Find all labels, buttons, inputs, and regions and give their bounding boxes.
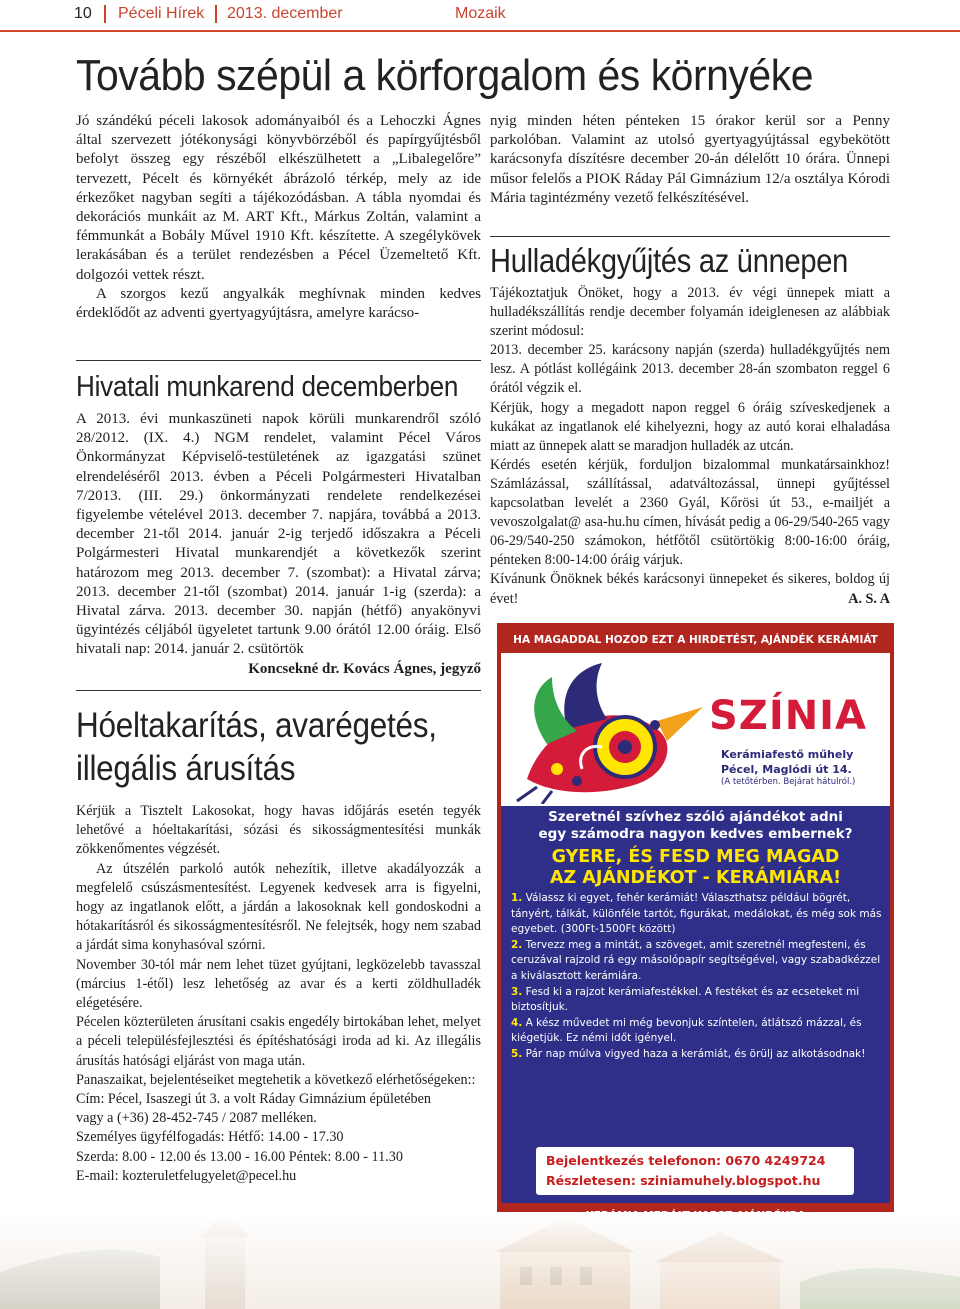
ad-slogan — [501, 809, 890, 842]
header-separator — [215, 5, 217, 23]
snow-removal-body — [76, 802, 481, 1186]
ad-step-text: Pár nap múlva vigyed haza a kerámiát, és örülj az alkotásodnak! — [525, 1047, 866, 1060]
section-title-line: illegális árusítás — [76, 749, 296, 788]
ad-step-number: 2. — [511, 938, 523, 951]
section-name: Mozaik — [455, 5, 506, 22]
ad-step-number: 4. — [511, 1016, 523, 1029]
section-divider — [490, 236, 890, 237]
ad-step — [511, 985, 886, 1016]
article-body-left — [76, 112, 481, 323]
closing-wish: Kívánunk Önöknek békés karácsonyi ünnepeket és sikeres, boldog új évet! — [490, 571, 890, 607]
ad-slogan-line: egy számodra nagyon kedves embernek? — [538, 825, 853, 842]
section-divider — [76, 690, 481, 691]
article-paragraph: nyig minden héten pénteken 15 órakor kerül sor a Penny parkolóban. Valamint az utolsó gyertyagyújtással egybekötött karácsonyfa díszítésre december 20-án délelőtt 10 órára. Ünnepi műsor felelős a PIOK Ráday Pál Gimnázium 12/a osztálya Kórodi Mária tagintézmény vezető felkészítésével. — [490, 113, 890, 206]
page-header — [0, 0, 960, 30]
contact-line: E-mail: kozteruletfelugyelet@pecel.hu — [76, 1167, 297, 1184]
ad-cta-line: GYERE, ÉS FESD MEG MAGAD — [551, 847, 840, 867]
article-paragraph: Tájékoztatjuk Önöket, hogy a 2013. év végi ünnepek miatt a hulladékszállítás rendje december folyamán ideiglenesen az alábbiak szerint módosul: — [490, 285, 890, 340]
contact-line: Szerda: 8.00 - 12.00 és 13.00 - 16.00 Péntek: 8.00 - 11.30 — [76, 1148, 403, 1165]
office-hours-body — [76, 410, 481, 679]
ad-brand-area — [501, 653, 890, 806]
article-body-right — [490, 112, 890, 208]
ad-address: Pécel, Maglódi út 14. — [721, 763, 852, 776]
issue-date: 2013. december — [227, 5, 343, 22]
page-number: 10 — [74, 5, 92, 22]
signature: Koncsekné dr. Kovács Ágnes, jegyző — [248, 660, 481, 677]
header-rule — [0, 30, 960, 32]
article-paragraph: Kérjük, hogy a megadott napon reggel 6 óráig szíveskedjenek a kukákat az ingatlanok elé kihelyezni, hogy az autó korai elhaladása miatt az ünnepek alatt se maradjon hulladék az utcán. — [490, 399, 890, 454]
ad-slogan-line: Szeretnél szívhez szóló ajándékot adni — [548, 809, 843, 825]
ad-step-text: A kész művedet mi még bevonjuk színtelen, átlátszó mázzal, és kiégetjük. Ez némi időt igényel. — [511, 1016, 862, 1045]
ad-cta-line: AZ AJÁNDÉKOT - KERÁMIÁRA! — [549, 868, 842, 888]
contact-line: vagy a (+36) 28-452-745 / 2087 melléken. — [76, 1110, 317, 1127]
section-title-line: Hóeltakarítás, avarégetés, — [76, 706, 437, 745]
article-paragraph: 2013. december 25. karácsony napján (szerda) hulladékgyűjtés nem lesz. A pótlást kollégáink 2013. december 28-án szombaton reggel 6 órától végzik el. — [490, 342, 890, 397]
article-paragraph: Kérjük a Tisztelt Lakosokat, hogy havas időjárás esetén tegyék lehetővé a hóeltakarítási, sózási és sikosságmentesítési munkák zökkenőmentes végzését. — [76, 803, 481, 858]
signature: A. S. A — [848, 590, 890, 607]
ad-address-note: (A tetőtérben. Bejárat hátulról.) — [721, 777, 856, 787]
article-paragraph: Pécelen közterületen árusítani csakis engedély birtokában lehet, melyet a péceli településfejlesztési és építéshatósági iroda ad ki. Az illegális árusítás hatósági eljárást von maga után. — [76, 1014, 481, 1069]
article-paragraph: A szorgos kezű angyalkák meghívnak minden kedves érdeklődőt az adventi gyertyagyújtásra, amelyre karácso- — [76, 285, 481, 322]
ad-step-text: Fesd ki a rajzot kerámiafestékkel. A festéket és az ecseteket mi biztosítjuk. — [511, 985, 860, 1014]
bird-logo-icon — [507, 659, 707, 804]
section-title: Hivatali munkarend decemberben — [76, 371, 459, 403]
ad-website: Részletesen: sziniamuhely.blogspot.hu — [546, 1173, 821, 1188]
ad-step — [511, 891, 886, 938]
ad-steps — [511, 891, 886, 1063]
ad-call-to-action — [501, 847, 890, 889]
ad-brand-name: SZÍNIA — [709, 693, 868, 739]
szinia-advertisement — [497, 623, 894, 1233]
contact-line: Cím: Pécel, Isaszegi út 3. a volt Ráday Gimnázium épületében — [76, 1091, 431, 1108]
ad-step-number: 3. — [511, 985, 523, 998]
ad-step-text: Tervezz meg a mintát, a szöveget, amit szeretnél megfesteni, és ceruzával rajzold rá egy másolópapír segítségével, vagy szabadkézzel a kiválasztott kerámiára. — [511, 938, 881, 982]
section-title: Hulladékgyűjtés az ünnepen — [490, 242, 849, 279]
article-paragraph: Kérdés esetén kérjük, forduljon bizalommal munkatársainkhoz! Számlázással, szállítással, adatváltozással, ünnepi gyűjtéssel kapcsolatban levelét a 2360 Gyál, Kőrösi út 53., e-mailjét a vevoszolgalat@ asa-hu.hu címen, hívását pedig a 06-29/540-265 vagy 06-29/540-250 számokon, hétfőtől csütörtökig 8:00-16:00 óráig, pénteken 8:00-14:00 óráig várjuk. — [490, 456, 890, 569]
article-title: Tovább szépül a körforgalom és környéke — [76, 51, 814, 100]
article-paragraph: Jó szándékú péceli lakosok adományaiból és a Lehoczki Ágnes által szervezett jótékonysági könyvbörzéből és papírgyűjtésből befolyt összeg egy részéből elkészülhetett a „Libalegelőre” tervezett, Pécelt és környékét ábrázoló térkép, mely az ide érkezőket nagyban segíti a tájékozódásban. A tábla nyomdai és dekorációs munkáit az M. ART Kft., Márkus Zoltán, valamint a fémmunkát a Bobály Művel 1910 Kft. készítette. A szegélykövek lerakásában és a terület rendezésben a Pécel Üzemeltető Kft. dolgozói vettek részt. — [76, 113, 481, 283]
contact-line: Személyes ügyfélfogadás: Hétfő: 14.00 - 17.30 — [76, 1129, 344, 1146]
publication-name: Péceli Hírek — [118, 5, 205, 22]
ad-step — [511, 1047, 886, 1063]
article-paragraph: Panaszaikat, bejelentéseiket megtehetik a következő elérhetőségeken:: — [76, 1071, 476, 1088]
ad-step-number: 1. — [511, 892, 523, 904]
ad-step-text: Válassz ki egyet, fehér kerámiát! Választhatsz például bögrét, tányért, tálkát, különféle tartót, figurákat, medálokat, és még sok más egyebet. (300Ft-1500Ft között) — [511, 892, 882, 936]
section-title — [76, 704, 508, 790]
waste-collection-body — [490, 284, 890, 609]
article-paragraph — [490, 570, 890, 608]
section-divider — [76, 360, 481, 361]
ad-contact-box — [536, 1147, 854, 1195]
ad-step-number: 5. — [511, 1047, 523, 1060]
ad-phone: Bejelentkezés telefonon: 0670 4249724 — [546, 1153, 826, 1168]
article-paragraph: Az útszélén parkoló autók nehezítik, illetve akadályozzák a megfelelő csúszásmentesítést. Legyenek kedvesek arra is figyelni, hogy az ingatlanok előtt, a járdán a lakosoknak kell gondoskodni a hótakarításról és sikosságmentesítésről. Ne felejtsék, hogy nem szabad a járdát sima konyhasóval szórni. — [76, 860, 481, 954]
ad-top-banner: HA MAGADDAL HOZOD EZT A HIRDETÉST, AJÁNDÉK KERÁMIÁT — [501, 627, 890, 653]
ad-subtitle: Kerámiafestő műhely — [721, 748, 854, 761]
town-photo-image — [0, 1212, 960, 1309]
ad-step — [511, 938, 886, 985]
header-separator — [104, 5, 106, 23]
ad-step — [511, 1016, 886, 1047]
article-paragraph: November 30-tól már nem lehet tüzet gyújtani, legközelebb tavasszal (március 1-étől) lesz lehetőség az avar és a kerti zöldhulladék elégetésére. — [76, 956, 481, 1012]
article-paragraph: A 2013. évi munkaszüneti napok körüli munkarendről szóló 28/2012. (IX. 4.) NGM rendelet, valamint Pécel Város Önkormányzat Képviselő-testületének az igazgatási szünet elrendeléséről 2013. évben a Péceli Polgármesteri Hivatalban 7/2013. (III. 29.) önkormányzati rendelete rendelkezései figyelembe vételével 2013. december 7. napjára, továbbá a 2013. december 21-től 2014. január 2-ig terjedő időszakra a Péceli Polgármesteri Hivatal munkarendjét a következők szerint határozom meg 2013. december 7. (szombat): a Hivatal zárva; 2013. december 21-től (szombat) 2014. január 1-ig (szerda): a Hivatal zárva. 2013. december 30. napján (hétfő) anyakönyvi ügyintézés céljából ügyeletet tartunk 9.00 órától 12.00 óráig. Első hivatali nap: 2014. január 2. csütörtök — [76, 411, 481, 658]
